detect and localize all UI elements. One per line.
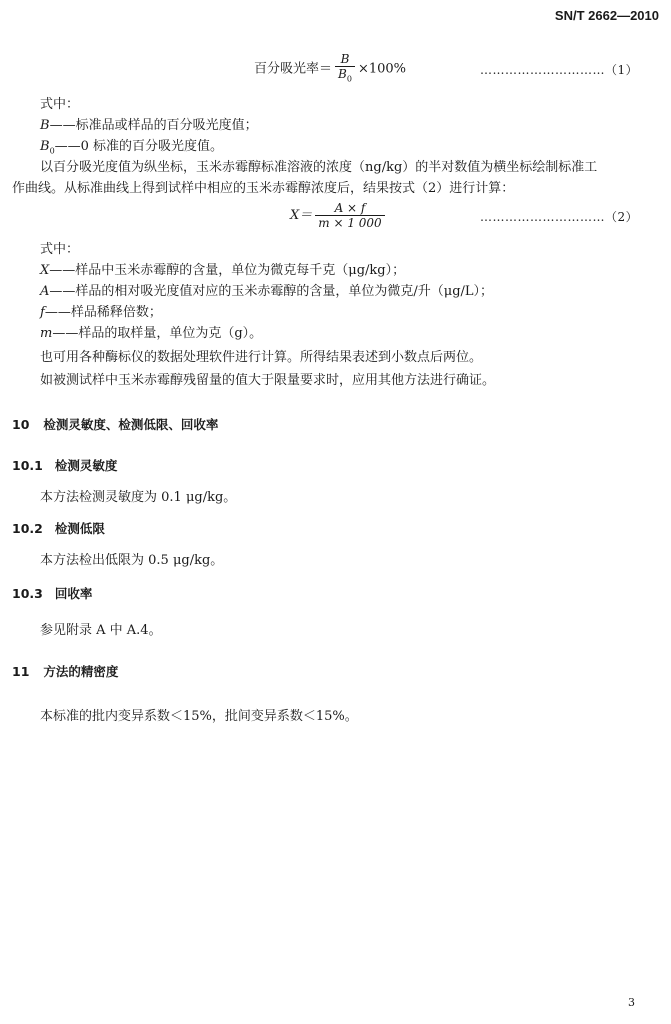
formula-2-fraction [315, 201, 384, 230]
where-1-line-1: B——标准品或样品的百分吸光度值； [40, 118, 258, 133]
section-10-1-heading: 10.1 检测灵敏度 [12, 458, 118, 473]
paragraph-2-line-2: 如被测试样中玉米赤霉醇残留量的值大于限量要求时，应用其他方法进行确证。 [40, 373, 496, 388]
where-2-line-1: X——样品中玉米赤霉醇的含量，单位为微克每千克（μg/kg）； [40, 263, 406, 278]
section-10-heading: 10 检测灵敏度、检测低限、回收率 [12, 417, 219, 432]
formula-1-lhs: 百分吸光率＝ [254, 61, 333, 77]
where-2-line-4: m——样品的取样量，单位为克（g）。 [40, 326, 263, 341]
section-11-heading: 11 方法的精密度 [12, 664, 119, 679]
where-2-line-2: A——样品的相对吸光度值对应的玉米赤霉醇的含量，单位为微克/升（μg/L）； [40, 284, 494, 299]
section-11-body: 本标准的批内变异系数＜15%，批间变异系数＜15%。 [40, 709, 358, 724]
formula-2-denominator: m × 1 000 [315, 215, 384, 230]
page-number: 3 [628, 996, 635, 1009]
where-label-2: 式中： [40, 242, 80, 257]
formula-1-numerator: B [340, 52, 350, 66]
where-1-line-2: $B_0——0$ 标准的百分吸光度值。 [40, 139, 224, 156]
paragraph-1-line-2: 作曲线。从标准曲线上得到试样中相应的玉米赤霉醇浓度后，结果按式（2）进行计算： [12, 181, 515, 196]
formula-1-fraction [335, 52, 355, 86]
paragraph-1-line-1: 以百分吸光度值为纵坐标，玉米赤霉醇标准溶液的浓度（ng/kg）的半对数值为横坐标绘制标准工 [40, 160, 598, 175]
formula-1 [254, 52, 406, 86]
section-10-2-heading: 10.2 检测低限 [12, 521, 105, 536]
formula-1-number: …………………………（1） [480, 63, 639, 77]
paragraph-2-line-1: 也可用各种酶标仪的数据处理软件进行计算。所得结果表述到小数点后两位。 [40, 350, 483, 365]
formula-2-lhs: X＝ [290, 208, 313, 223]
where-2-line-3: f——样品稀释倍数； [40, 305, 162, 320]
formula-2-number: …………………………（2） [480, 210, 639, 224]
section-10-3-body: 参见附录 A 中 A.4。 [40, 623, 162, 638]
section-10-3-heading: 10.3 回收率 [12, 586, 93, 601]
section-10-2-body: 本方法检出低限为 0.5 μg/kg。 [40, 553, 224, 568]
formula-2-numerator: A × f [334, 201, 366, 215]
section-10-1-body: 本方法检测灵敏度为 0.1 μg/kg。 [40, 490, 237, 505]
where-label-1: 式中： [40, 97, 80, 112]
formula-2 [290, 201, 388, 230]
formula-1-denominator: $B_0$ [335, 66, 355, 86]
standard-number: SN/T 2662—2010 [554, 8, 659, 23]
formula-1-tail: ×100% [357, 61, 406, 77]
